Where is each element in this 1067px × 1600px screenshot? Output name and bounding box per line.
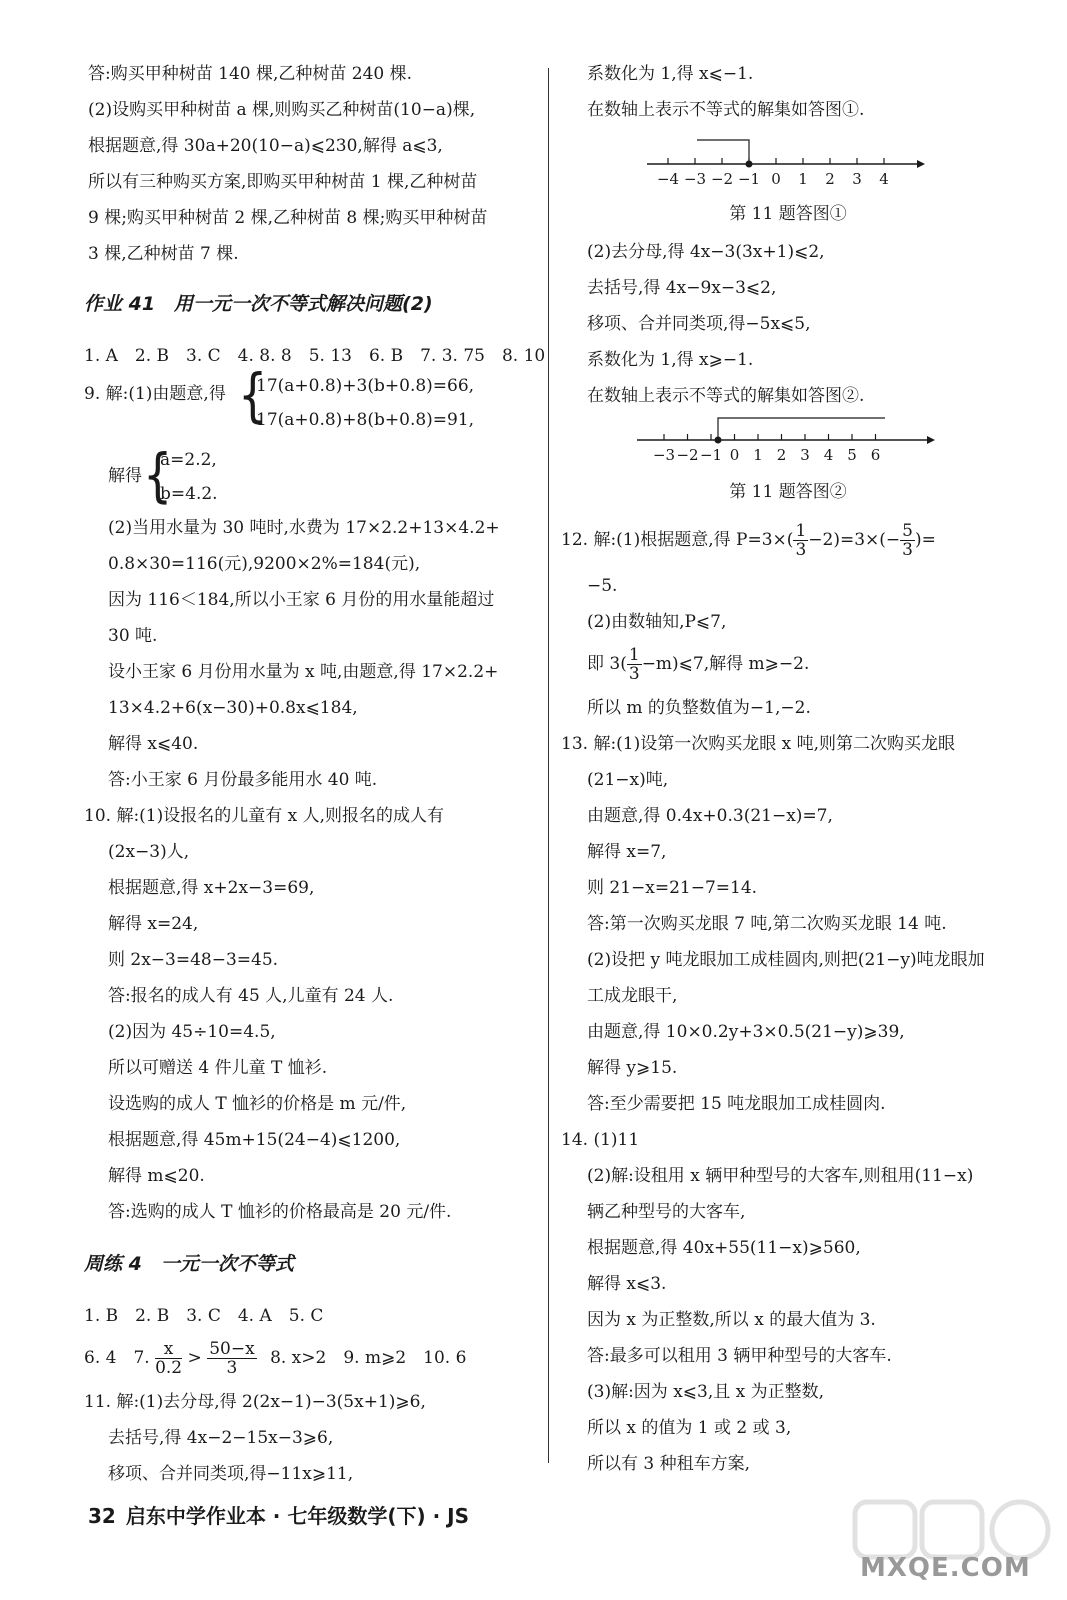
tick-label: 6 (870, 446, 881, 464)
text-line: 解得 m⩽20. (108, 1166, 205, 1186)
text-line: 解得 x⩽40. (108, 734, 199, 754)
equation: a=2.2, (160, 450, 217, 470)
tick-label: 0 (771, 170, 781, 188)
text-line: −5. (587, 576, 618, 596)
equation: 17(a+0.8)+3(b+0.8)=66, (256, 376, 475, 396)
numerator: x (155, 1340, 182, 1359)
tick-label: 3 (800, 446, 810, 464)
text-segment: −2)=3×(− (808, 530, 901, 550)
text-segment: 12. 解:(1)根据题意,得 P=3×( (561, 530, 794, 550)
denominator: 3 (628, 664, 640, 684)
text-line (587, 644, 809, 684)
equation: b=4.2. (160, 484, 218, 504)
text-line: 答:报名的成人有 45 人,儿童有 24 人. (108, 986, 394, 1006)
text-line: 由题意,得 10×0.2y+3×0.5(21−y)⩾39, (587, 1022, 905, 1042)
text-line: 因为 x 为正整数,所以 x 的最大值为 3. (587, 1310, 876, 1330)
text-line: 所以有 3 种租车方案, (587, 1454, 751, 1474)
tick-label: −3 (652, 446, 676, 464)
axis-arrow (917, 160, 925, 168)
text-line: (2)设购买甲种树苗 a 棵,则购买乙种树苗(10−a)棵, (88, 100, 476, 120)
text-line: (2)当用水量为 30 吨时,水费为 17×2.2+13×4.2+ (108, 518, 500, 538)
fraction (207, 1340, 256, 1377)
fraction (627, 646, 642, 683)
text-line: 设选购的成人 T 恤衫的价格是 m 元/件, (108, 1094, 407, 1114)
section-heading: 作业 41 用一元一次不等式解决问题(2) (84, 293, 433, 315)
text-line: 系数化为 1,得 x⩽−1. (587, 64, 754, 84)
tick-label: 2 (776, 446, 787, 464)
text-line: 所以 x 的值为 1 或 2 或 3, (587, 1418, 792, 1438)
solution-marker (718, 418, 885, 440)
numerator: 5 (902, 521, 913, 541)
fraction (900, 522, 915, 559)
solution-marker (697, 140, 749, 164)
text-line: 10. 解:(1)设报名的儿童有 x 人,则报名的成人有 (84, 806, 445, 826)
answer-list: 1. A 2. B 3. C 4. 8. 8 5. 13 6. B 7. 3. 75 8. 10 (84, 346, 546, 366)
numerator: 50−x (209, 1339, 255, 1359)
gt-sign: > (187, 1348, 202, 1368)
axis-ticks (653, 434, 880, 464)
denominator: 3 (902, 540, 913, 560)
text-line: 答:第一次购买龙眼 7 吨,第二次购买龙眼 14 吨. (587, 914, 947, 934)
tick-label: −1 (737, 170, 761, 188)
denominator: 3 (795, 540, 807, 560)
section-heading: 周练 4 一元一次不等式 (84, 1253, 294, 1275)
text-line: 解得 y⩾15. (587, 1058, 678, 1078)
text-line: (3)解:因为 x⩽3,且 x 为正整数, (587, 1382, 825, 1402)
text-line: 去括号,得 4x−9x−3⩽2, (587, 278, 777, 298)
answer-list: 1. B 2. B 3. C 4. A 5. C (84, 1306, 324, 1326)
text-line: 设小王家 6 月份用水量为 x 吨,由题意,得 17×2.2+ (108, 662, 499, 682)
text-line: 则 2x−3=48−3=45. (108, 950, 279, 970)
tick-label: 1 (753, 446, 763, 464)
tick-label: 3 (852, 170, 862, 188)
text-line: 0.8×30=116(元),9200×2%=184(元), (108, 554, 421, 574)
text-line: 14. (1)11 (561, 1130, 640, 1150)
answer-prefix: 6. 4 7. (84, 1348, 150, 1368)
text-line: 工成龙眼干, (587, 986, 678, 1006)
figure-caption: 第 11 题答图① (729, 204, 847, 224)
text-line: 根据题意,得 30a+20(10−a)⩽230,解得 a⩽3, (88, 136, 443, 156)
text-segment: −m)⩽7,解得 m⩾−2. (641, 654, 810, 674)
text-line (561, 520, 936, 560)
text-line: 移项、合并同类项,得−11x⩾11, (108, 1464, 354, 1484)
text-line: 辆乙种型号的大客车, (587, 1202, 746, 1222)
text-line: (2x−3)人, (108, 842, 190, 862)
text-line: 所以 m 的负整数值为−1,−2. (587, 698, 811, 718)
system-brace: { (238, 361, 268, 429)
text-line: 则 21−x=21−7=14. (587, 878, 758, 898)
tick-label: 0 (729, 446, 740, 464)
answer-list (84, 1338, 466, 1378)
numerator: 1 (628, 645, 640, 665)
page-footer (88, 1500, 469, 1529)
text-line: 移项、合并同类项,得−5x⩽5, (587, 314, 811, 334)
text-line: (2)设把 y 吨龙眼加工成桂圆肉,则把(21−y)吨龙眼加 (587, 950, 985, 970)
page-number: 32 (88, 1504, 116, 1528)
number-line-2 (637, 410, 937, 474)
text-segment: )= (914, 530, 936, 550)
tick-label: −4 (656, 170, 680, 188)
text-line: 答:最多可以租用 3 辆甲种型号的大客车. (587, 1346, 892, 1366)
text-line: 去括号,得 4x−2−15x−3⩾6, (108, 1428, 334, 1448)
text-line: 所以可赠送 4 件儿童 T 恤衫. (108, 1058, 328, 1078)
text-line: 在数轴上表示不等式的解集如答图①. (587, 100, 865, 120)
text-line: (2)去分母,得 4x−3(3x+1)⩽2, (587, 242, 825, 262)
system-brace: { (143, 441, 173, 509)
text-line: 11. 解:(1)去分母,得 2(2x−1)−3(5x+1)⩾6, (84, 1392, 426, 1412)
text-line: 根据题意,得 40x+55(11−x)⩾560, (587, 1238, 861, 1258)
tick-label: −2 (710, 170, 734, 188)
text-line: 13. 解:(1)设第一次购买龙眼 x 吨,则第二次购买龙眼 (561, 734, 956, 754)
tick-label: −1 (699, 446, 723, 464)
text-line: 解得 x=24, (108, 914, 199, 934)
text-line: 系数化为 1,得 x⩾−1. (587, 350, 754, 370)
text-line: 30 吨. (108, 626, 158, 646)
book-title: 启东中学作业本 · 七年级数学(下) · JS (125, 1504, 470, 1528)
text-line: (2)解:设租用 x 辆甲种型号的大客车,则租用(11−x) (587, 1166, 974, 1186)
figure-caption: 第 11 题答图② (729, 482, 847, 502)
text-line: 答:购买甲种树苗 140 棵,乙种树苗 240 棵. (88, 64, 413, 84)
fraction (155, 1340, 182, 1377)
text-line: 9. 解:(1)由题意,得 (84, 384, 226, 404)
text-line: 在数轴上表示不等式的解集如答图②. (587, 386, 865, 406)
text-line: 13×4.2+6(x−30)+0.8x⩽184, (108, 698, 358, 718)
text-line: 根据题意,得 45m+15(24−4)⩽1200, (108, 1130, 401, 1150)
tick-label: 5 (847, 446, 857, 464)
tick-label: 1 (798, 170, 808, 188)
watermark-text: MXQE.COM (860, 1553, 1031, 1583)
axis-ticks (657, 158, 889, 188)
text-line: 所以有三种购买方案,即购买甲种树苗 1 棵,乙种树苗 (88, 172, 478, 192)
text-line: (2)由数轴知,P⩽7, (587, 612, 727, 632)
tick-label: 4 (879, 170, 889, 188)
tick-label: −2 (676, 446, 699, 464)
denominator: 0.2 (155, 1358, 183, 1378)
tick-label: −3 (683, 170, 707, 188)
column-divider (548, 68, 549, 1463)
text-line: 解得 (108, 466, 142, 486)
text-line: 解得 x⩽3. (587, 1274, 667, 1294)
equation: 17(a+0.8)+8(b+0.8)=91, (256, 410, 475, 430)
tick-label: 2 (825, 170, 835, 188)
text-line: 因为 116＜184,所以小王家 6 月份的用水量能超过 (108, 590, 495, 610)
axis-arrow (927, 436, 935, 444)
numerator: 1 (795, 521, 807, 541)
answer-suffix: 8. x>2 9. m⩾2 10. 6 (270, 1348, 467, 1368)
denominator: 3 (226, 1358, 238, 1378)
text-line: 由题意,得 0.4x+0.3(21−x)=7, (587, 806, 833, 826)
text-line: 答:选购的成人 T 恤衫的价格最高是 20 元/件. (108, 1202, 452, 1222)
text-line: 答:小王家 6 月份最多能用水 40 吨. (108, 770, 378, 790)
number-line-1 (647, 134, 927, 194)
text-line: (2)因为 45÷10=4.5, (108, 1022, 276, 1042)
fraction (793, 522, 808, 559)
text-segment: 即 3( (587, 654, 627, 674)
text-line: 9 棵;购买甲种树苗 2 棵,乙种树苗 8 棵;购买甲种树苗 (88, 208, 488, 228)
text-line: 根据题意,得 x+2x−3=69, (108, 878, 315, 898)
text-line: 答:至少需要把 15 吨龙眼加工成桂圆肉. (587, 1094, 886, 1114)
text-line: (21−x)吨, (587, 770, 669, 790)
text-line: 3 棵,乙种树苗 7 棵. (88, 244, 239, 264)
solid-point (715, 437, 722, 444)
tick-label: 4 (823, 446, 834, 464)
text-line: 解得 x=7, (587, 842, 667, 862)
